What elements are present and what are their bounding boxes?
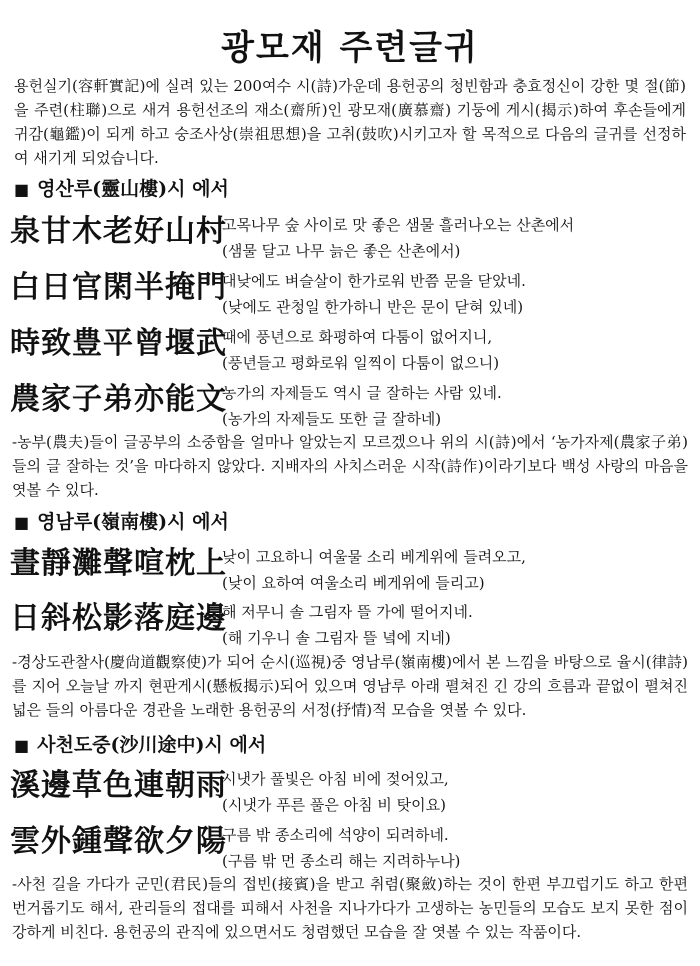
poem-literal-translation: (농가의 자제들도 또한 글 잘하네) <box>222 410 442 428</box>
intro-paragraph: 용헌실기(容軒實記)에 실려 있는 200여수 시(詩)가운데 용헌공의 청빈함과 충효정신이 강한 몇 절(節)을 주련(柱聯)으로 새겨 용헌선조의 재소(齋所)인 광모재(廣慕齋) 기둥에 게시(揭示)하여 후손들에게 귀감(龜鑑)이 되게 하고 숭조사상(崇祖思想)을 고취(鼓吹)시키고자 할 목적으로 다음의 글귀를 선정하여 새기게 되었습니다. <box>14 77 686 167</box>
poem-translation: 대낮에도 벼슬살이 한가로워 반쯤 문을 닫았네. <box>222 272 526 290</box>
poem-literal-translation: (낮이 요하여 여울소리 베게위에 들리고) <box>222 574 485 592</box>
poem-translation: 때에 풍년으로 화평하여 다툼이 없어지니, <box>222 328 493 346</box>
page-title: 광모재 주련글귀 <box>221 28 479 68</box>
poem-translation: 구름 밖 종소리에 석양이 되려하네. <box>222 826 449 844</box>
poem-hanja: 白日官閑半掩門 <box>10 270 227 305</box>
poem-hanja: 泉甘木老好山村 <box>10 214 227 249</box>
poem-translation: 농가의 자제들도 역시 글 잘하는 사람 있네. <box>222 384 502 402</box>
square-bullet-icon: ■ <box>14 736 30 755</box>
poem-line <box>10 206 690 260</box>
poem-hanja: 雲外鍾聲欲夕陽 <box>10 824 227 859</box>
poem-literal-translation: (낮에도 관청일 한가하니 반은 문이 닫혀 있네) <box>222 298 524 316</box>
poem-translation: 해 저무니 솔 그림자 뜰 가에 떨어지네. <box>222 603 473 621</box>
poem-hanja: 農家子弟亦能文 <box>10 382 227 417</box>
poem-line <box>10 816 690 870</box>
section-heading-sacheon <box>14 730 266 757</box>
poem-literal-translation: (샘물 달고 나무 늙은 좋은 산촌에서) <box>222 242 461 260</box>
poem-line <box>10 374 690 428</box>
poem-line <box>10 262 690 316</box>
poem-line <box>10 593 690 647</box>
section-commentary: -사천 길을 가다가 군민(君民)들의 접빈(接賓)을 받고 취렴(聚斂)하는 것이 한편 부끄럽기도 하고 한편 번거롭기도 해서, 관리들의 접대를 피해서 사천을 지나가다가 고생하는 농민들의 모습도 보지 못한 점이 강하게 비친다. 용헌공의 관직에 있으면서도 청렴했던 모습을 잘 엿볼 수 있는 작품이다. <box>12 875 688 941</box>
section-heading-yeongnamru <box>14 507 229 534</box>
square-bullet-icon: ■ <box>14 180 30 199</box>
section-heading-yeongsanru <box>14 174 229 201</box>
poem-line <box>10 318 690 372</box>
poem-literal-translation: (풍년들고 평화로워 일찍이 다툼이 없으니) <box>222 354 500 372</box>
poem-line <box>10 538 690 592</box>
section-heading-text: 영산루(靈山樓)시 에서 <box>37 178 229 200</box>
section-heading-text: 사천도중(沙川途中)시 에서 <box>37 734 267 756</box>
poem-literal-translation: (시냇가 푸른 풀은 아침 비 탓이요) <box>222 796 446 814</box>
poem-translation: 시냇가 풀빛은 아침 비에 젖어있고, <box>222 770 449 788</box>
poem-hanja: 溪邊草色連朝雨 <box>10 768 227 803</box>
poem-hanja: 日斜松影落庭邊 <box>10 601 227 636</box>
poem-translation: 낮이 고요하니 여울물 소리 베게위에 들려오고, <box>222 548 526 566</box>
poem-hanja: 晝靜灘聲喧枕上 <box>10 546 227 581</box>
square-bullet-icon: ■ <box>14 513 30 532</box>
poem-literal-translation: (구름 밖 먼 종소리 해는 지려하누나) <box>222 852 461 870</box>
section-heading-text: 영남루(嶺南樓)시 에서 <box>37 511 229 533</box>
section-commentary: -경상도관찰사(慶尙道觀察使)가 되어 순시(巡視)중 영남루(嶺南樓)에서 본 느낌을 바탕으로 율시(律詩)를 지어 오늘날 까지 현판게시(懸板揭示)되어 있으며 영남루 아래 펼쳐진 긴 강의 흐름과 끝없이 펼쳐진 넓은 들의 아름다운 경관을 노래한 용헌공의 서정(抒情)적 모습을 엿볼 수 있다. <box>12 653 688 719</box>
poem-literal-translation: (해 기우니 솔 그림자 뜰 녘에 지네) <box>222 629 451 647</box>
section-commentary: -농부(農夫)들이 글공부의 소중함을 얼마나 알았는지 모르겠으나 위의 시(詩)에서 ‘농가자제(農家子弟)들의 글 잘하는 것’을 마다하지 않았다. 지배자의 사치스러운 시작(詩作)이라기보다 백성 사랑의 마음을 엿볼 수 있다. <box>12 433 688 499</box>
poem-translation: 고목나무 숲 사이로 맛 좋은 샘물 흘러나오는 산촌에서 <box>222 216 575 234</box>
poem-line <box>10 760 690 814</box>
poem-hanja: 時致豊平曾堰武 <box>10 326 227 361</box>
